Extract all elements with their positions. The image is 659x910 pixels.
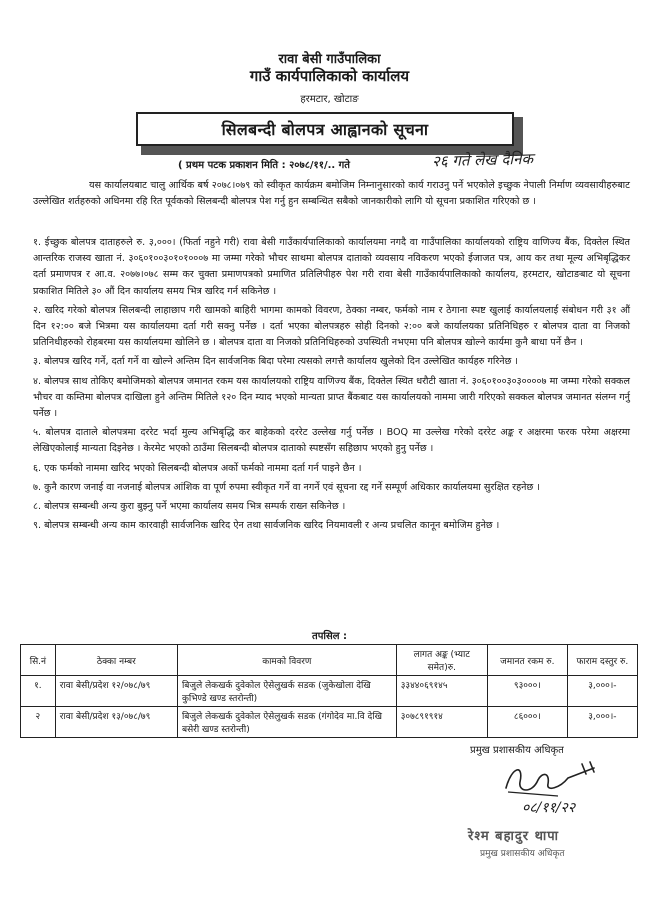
cell-serial: २ (21, 707, 56, 738)
cell-cost-estimate: ३०७८९१९१४ (396, 707, 487, 738)
condition-item-2: २. खरिद गरेको बोलपत्र सिलबन्दी लाहाछाप गरी खामको बाहिरी भागमा कामको विवरण, ठेक्का नम्बर, फर्मको नाम र ठेगाना स्पष्ट खुलाई कार्यालयलाई संबोधन गरी ३१ औं दिन १२:०० बजे भित्रमा यस कार्यालयमा दर्ता गरी सक्नु पर्नेछ । दर्ता भएका बोलपत्रहरु सोही दिनको २:०० बजे कार्यालयका प्रतिनिधिहरु र बोलपत्र दाता वा निजको प्रतिनिधीहरुको रोहबरमा यस कार्यालयमा खोलिने छ । बोलपत्र दाता वा निजको प्रतिनिधिहरुको उपस्थिती नभएमा पनि बोलपत्र खोल्ने कार्यमा कुनै बाधा पर्ने छैन । (33, 304, 630, 349)
condition-item-8: ८. बोलपत्र सम्बन्धी अन्य कुरा बुझ्नु पर्ने भएमा कार्यालय समय भित्र सम्पर्क राख्न सकिनेछ । (33, 501, 346, 513)
condition-item-9: ९. बोलपत्र सम्बन्धी अन्य काम कारवाही सार्वजनिक खरिद ऐन तथा सार्वजनिक खरिद नियमावली र अन्य प्रचलित कानून बमोजिम हुनेछ । (33, 520, 500, 532)
condition-item-7: ७. कुनै कारण जनाई वा नजनाई बोलपत्र आंशिक वा पूर्ण रुपमा स्वीकृत गर्ने वा नगर्ने एवं सूचना रद्द गर्ने सम्पूर्ण अधिकार कार्यालयमा सुरक्षित रहनेछ । (33, 481, 540, 493)
cell-form-fee: ३,०००।- (567, 707, 637, 738)
intro-paragraph: यस कार्यालयबाट चालु आर्थिक बर्ष २०७८।०७९ को स्वीकृत कार्यक्रम बमोजिम निम्नानुसारको कार्य गराउनु पर्ने भएकोले इच्छुक नेपाली निर्माण व्यवसायीहरुबाट उल्लेखित शर्तहरुको अधिनमा रहि रित पूर्वकको सिलबन्दी बोलपत्र पेश गर्नु हुन सम्बन्धित सबैको जानकारीको लागि यो सूचना प्रकाशित गरिएको छ । (33, 180, 630, 208)
condition-item-5: ५. बोलपत्र दाताले बोलपत्रमा दररेट भर्दा मुल्य अभिबृद्धि कर बाहेकको दररेट उल्लेख गर्नु पर्नेछ । BOQ मा उल्लेख गरेको दररेट अङ्क र अक्षरमा फरक परेमा अक्षरमा लेखिएकोलाई मान्यता दिइनेछ । केरमेट भएको ठाउँमा सिलबन्दी बोलपत्र दाताको स्पष्टसँग सहिछाप भएको हुनु पर्नेछ । (33, 427, 630, 455)
signature-scribble (498, 758, 608, 800)
condition-item-3: ३. बोलपत्र खरिद गर्ने, दर्ता गर्ने वा खोल्ने अन्तिम दिन सार्वजनिक बिदा परेमा त्यसको लगत्तै कार्यालय खुलेको दिन उल्लेखित कार्यहरु गरिनेछ । (33, 356, 519, 368)
chief-officer-title: प्रमुख प्रशासकीय अधिकृत (470, 745, 564, 756)
stamp-officer-name: रेश्म बहादुर थापा (468, 829, 560, 844)
header-bid-security: जमानत रकम रु. (487, 645, 567, 676)
cell-serial: १. (21, 676, 56, 707)
stamp-officer-title: प्रमुख प्रशासकीय अधिकृत (480, 849, 565, 859)
cell-bid-security: ९३०००। (487, 676, 567, 707)
schedule-table (20, 644, 638, 738)
condition-item-1: १. ईच्छुक बोलपत्र दाताहरुले रु. ३,०००। (फिर्ता नहुने गरी) रावा बेसी गाउँकार्यपालिकाको कार्यालयमा नगदै वा गाउँपालिका कार्यालयको राष्ट्रिय वाणिज्य बैंक, दिक्तेल स्थित आन्तरिक राजस्व खाता नं. ३०६०१००३०१०१०००७ मा जम्मा गरेको भौचर साथमा बोलपत्र दाताको व्यवसाय नविकरण भएको ईजाजत पत्र, आय कर तथा मूल्य अभिबृद्धिकर दर्ता प्रमाणपत्र र आ.व. २०७७।०७८ सम्म कर चुक्ता प्रमाणपत्रको प्रमाणित प्रतिलिपीहरु पेश गरी रावा बेसी गाउँकार्यपालिकाको कार्यालय, हरमटार, खोटाङबाट यो सूचना प्रकाशित मितिले ३० औं दिन कार्यालय समय भित्र खरिद गर्न सकिनेछ । (33, 237, 630, 297)
header-form-fee: फाराम दस्तुर रु. (567, 645, 637, 676)
header-cost-estimate: लागत अङ्क (भ्याट समेत)रु. (396, 645, 487, 676)
header-contract-number: ठेक्का नम्बर (55, 645, 177, 676)
cell-work-description: बिजुले लेकखर्क दुवेकोल ऐसेलुखर्क सडक (गंगोदेव मा.वि देखि बसेरी खण्ड स्तरोन्ती) (177, 707, 396, 738)
header-work-description: कामको विवरण (177, 645, 396, 676)
cell-contract-number: रावा बेसी/प्रदेश १३/०७८/७९ (55, 707, 177, 738)
handwritten-publication-date: २६ गते लेख दैनिक (431, 149, 534, 171)
condition-item-6: ६. एक फर्मको नाममा खरिद भएको सिलबन्दी बोलपत्र अर्को फर्मको नाममा दर्ता गर्न पाइने छैन । (33, 462, 362, 474)
cell-bid-security: ८६०००। (487, 707, 567, 738)
condition-item-4: ४. बोलपत्र साथ तोकिए बमोजिमको बोलपत्र जमानत रकम यस कार्यालयको राष्ट्रिय वाणिज्य बैंक, दिक्तेल स्थित धरौटी खाता नं. ३०६०१००३०३००००७ मा जम्मा गरेको सक्कल भौचर वा कम्तिमा बोलपत्र दाखिला हुने अन्तिम मितिले १२० दिन म्याद भएको मान्यता प्राप्त बैंकबाट यस कार्यालयको नाममा जारी गरिएको सक्कल बोलपत्र जमानत संलग्न गर्नु पर्नेछ । (33, 375, 630, 420)
conditions-list (33, 235, 630, 537)
notice-title: सिलबन्दी बोलपत्र आह्वानको सूचना (136, 112, 514, 146)
cell-form-fee: ३,०००।- (567, 676, 637, 707)
schedule-caption: तपसिल : (312, 631, 347, 642)
office-address: हरमटार, खोटाङ (300, 94, 359, 105)
office-name: गाउँ कार्यपालिकाको कार्यालय (249, 67, 410, 85)
table-header-row (21, 645, 638, 676)
cell-work-description: बिजुले लेकखर्क दुवेकोल ऐसेलुखर्क सडक (जुकेखोला देखि कुभिण्डे खण्ड स्तरोन्ती) (177, 676, 396, 707)
municipality-name: रावा बेसी गाउँपालिका (278, 52, 381, 67)
table-row (21, 707, 638, 738)
cell-cost-estimate: ३३४४०६९१४५ (396, 676, 487, 707)
table-row (21, 676, 638, 707)
cell-contract-number: रावा बेसी/प्रदेश १२/०७८/७९ (55, 676, 177, 707)
signature-handwritten-date: ०८/११/२२ (522, 800, 576, 816)
publication-date-line: ( प्रथम पटक प्रकाशन मिति : २०७८/११/.. गते (178, 160, 351, 171)
header-serial: सि.नं (21, 645, 56, 676)
